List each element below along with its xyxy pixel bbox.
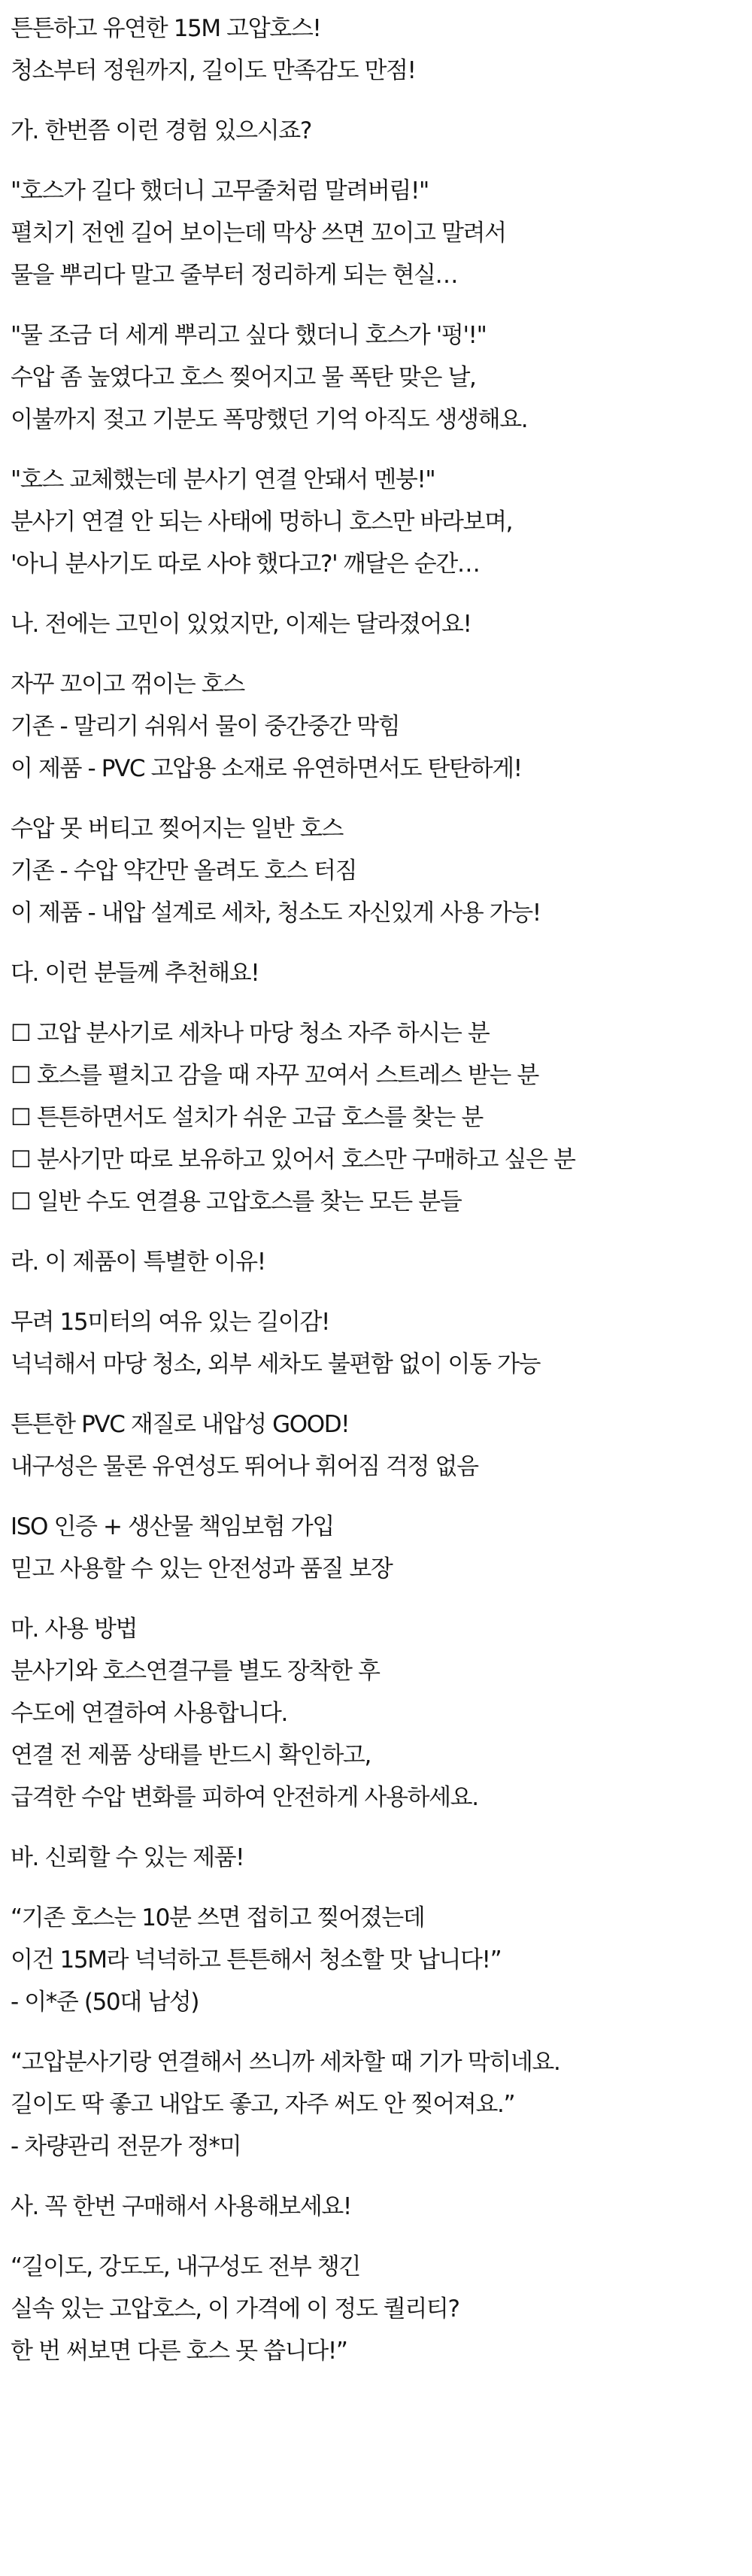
recommend-checklist-item: ☐ 호스를 펼치고 감을 때 자꾸 꼬여서 스트레스 받는 분: [11, 1062, 538, 1089]
problem-2-title: "물 조금 더 세게 뿌리고 싶다 했더니 호스가 '펑'!": [11, 322, 487, 349]
feature-1-text: 넉넉해서 마당 청소, 외부 세차도 불편함 없이 이동 가능: [11, 1351, 541, 1378]
problem-1-text: 펼치기 전엔 길어 보이는데 막상 쓰면 꼬이고 말려서: [11, 220, 506, 247]
usage-text: 급격한 수압 변화를 피하여 안전하게 사용하세요.: [11, 1784, 478, 1811]
problem-2-text: 수압 좀 높였다고 호스 찢어지고 물 폭탄 맞은 날,: [11, 364, 476, 391]
review-2-quote: 길이도 딱 좋고 내압도 좋고, 자주 써도 안 찢어져요.”: [11, 2091, 515, 2118]
section-e-heading: 마. 사용 방법: [11, 1616, 138, 1643]
recommend-checklist-item: ☐ 튼튼하면서도 설치가 쉬운 고급 호스를 찾는 분: [11, 1104, 483, 1131]
review-2-author: - 차량관리 전문가 정*미: [11, 2133, 241, 2160]
headline: 튼튼하고 유연한 15M 고압호스!: [11, 15, 321, 42]
problem-3-text: 분사기 연결 안 되는 사태에 멍하니 호스만 바라보며,: [11, 508, 513, 536]
comparison-2-title: 수압 못 버티고 찢어지는 일반 호스: [11, 815, 343, 842]
section-c-heading: 다. 이런 분들께 추천해요!: [11, 960, 259, 987]
feature-2-title: 튼튼한 PVC 재질로 내압성 GOOD!: [11, 1411, 350, 1438]
usage-text: 수도에 연결하여 사용합니다.: [11, 1700, 287, 1727]
comparison-1-title: 자꾸 꼬이고 꺾이는 호스: [11, 671, 244, 698]
problem-3-title: "호스 교체했는데 분사기 연결 안돼서 멘붕!": [11, 466, 435, 493]
feature-1-title: 무려 15미터의 여유 있는 길이감!: [11, 1309, 330, 1336]
comparison-1-before: 기존 - 말리기 쉬워서 물이 중간중간 막힘: [11, 713, 400, 740]
closing-quote: 실속 있는 고압호스, 이 가격에 이 정도 퀄리티?: [11, 2295, 459, 2323]
comparison-2-before: 기존 - 수압 약간만 올려도 호스 터짐: [11, 857, 357, 884]
recommend-checklist-item: ☐ 분사기만 따로 보유하고 있어서 호스만 구매하고 싶은 분: [11, 1146, 575, 1173]
usage-text: 연결 전 제품 상태를 반드시 확인하고,: [11, 1742, 371, 1769]
feature-3-text: 믿고 사용할 수 있는 안전성과 품질 보장: [11, 1555, 393, 1582]
comparison-1-after: 이 제품 - PVC 고압용 소재로 유연하면서도 탄탄하게!: [11, 755, 522, 782]
review-1-author: - 이*준 (50대 남성): [11, 1989, 199, 2016]
comparison-2-after: 이 제품 - 내압 설계로 세차, 청소도 자신있게 사용 가능!: [11, 900, 541, 927]
recommend-checklist-item: ☐ 고압 분사기로 세차나 마당 청소 자주 하시는 분: [11, 1020, 490, 1047]
closing-quote: 한 번 써보면 다른 호스 못 씁니다!”: [11, 2338, 347, 2365]
subheadline: 청소부터 정원까지, 길이도 만족감도 만점!: [11, 57, 416, 84]
problem-1-title: "호스가 길다 했더니 고무줄처럼 말려버림!": [11, 177, 429, 205]
usage-text: 분사기와 호스연결구를 별도 장착한 후: [11, 1658, 380, 1685]
section-g-heading: 사. 꼭 한번 구매해서 사용해보세요!: [11, 2193, 351, 2220]
section-d-heading: 라. 이 제품이 특별한 이유!: [11, 1249, 265, 1276]
review-1-quote: “기존 호스는 10분 쓰면 접히고 찢어졌는데: [11, 1904, 425, 1931]
review-1-quote: 이건 15M라 넉넉하고 튼튼해서 청소할 맛 납니다!”: [11, 1946, 502, 1974]
feature-3-title: ISO 인증 + 생산물 책임보험 가입: [11, 1513, 334, 1540]
section-b-heading: 나. 전에는 고민이 있었지만, 이제는 달라졌어요!: [11, 611, 472, 638]
closing-quote: “길이도, 강도도, 내구성도 전부 챙긴: [11, 2253, 361, 2280]
section-a-heading: 가. 한번쯤 이런 경험 있으시죠?: [11, 117, 311, 144]
feature-2-text: 내구성은 물론 유연성도 뛰어나 휘어짐 걱정 없음: [11, 1453, 478, 1480]
problem-2-text: 이불까지 젖고 기분도 폭망했던 기억 아직도 생생해요.: [11, 406, 528, 433]
review-2-quote: “고압분사기랑 연결해서 쓰니까 세차할 때 기가 막히네요.: [11, 2049, 560, 2076]
section-f-heading: 바. 신뢰할 수 있는 제품!: [11, 1844, 244, 1871]
recommend-checklist-item: ☐ 일반 수도 연결용 고압호스를 찾는 모든 분들: [11, 1188, 462, 1215]
problem-3-text: '아니 분사기도 따로 사야 했다고?' 깨달은 순간…: [11, 551, 480, 578]
problem-1-text: 물을 뿌리다 말고 줄부터 정리하게 되는 현실…: [11, 262, 458, 289]
